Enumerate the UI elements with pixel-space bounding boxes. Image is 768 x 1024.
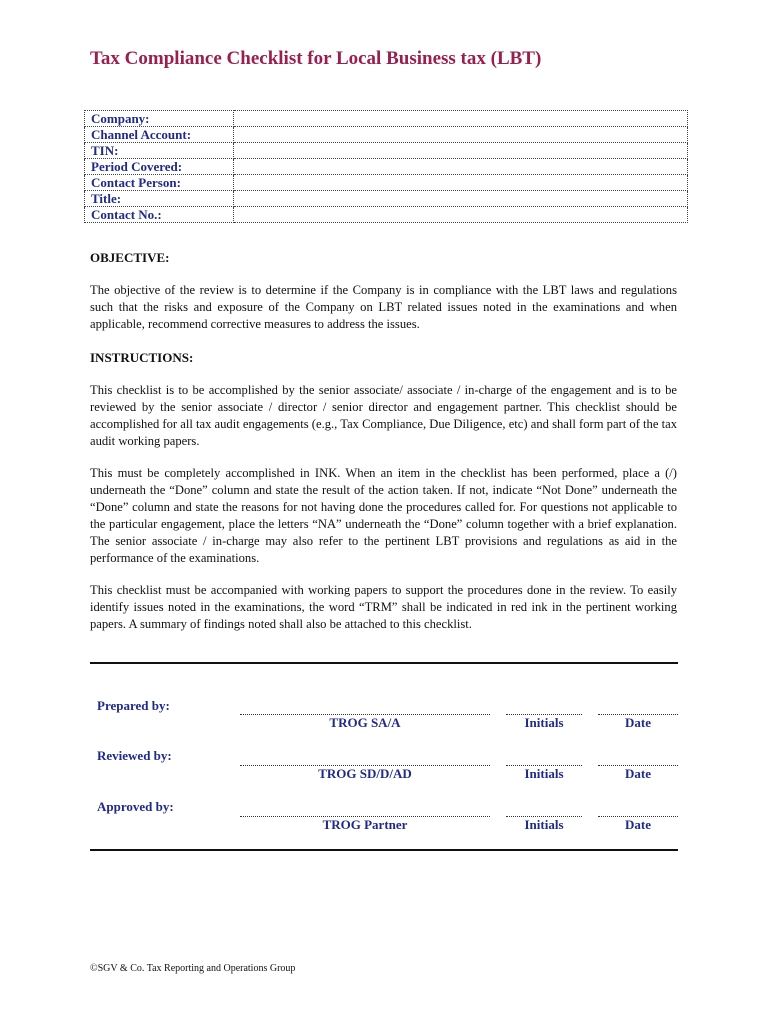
info-value[interactable] — [234, 111, 688, 127]
info-label: TIN: — [85, 143, 234, 159]
date-caption: Date — [625, 715, 651, 730]
info-value[interactable] — [234, 207, 688, 223]
date-caption: Date — [625, 817, 651, 832]
role-caption: TROG Partner — [322, 817, 408, 832]
info-label: Channel Account: — [85, 127, 234, 143]
objective-heading: OBJECTIVE: — [90, 250, 170, 265]
info-value[interactable] — [234, 159, 688, 175]
info-value[interactable] — [234, 191, 688, 207]
info-row-channel-account — [85, 127, 688, 143]
instructions-heading: INSTRUCTIONS: — [90, 350, 194, 365]
instructions-paragraph: This checklist is to be accomplished by the senior associate/ associate / in-charge of the engagement and is to be reviewed by the senior associate / director / senior director and engagement partner. This checklist should be accomplished for all tax audit engagements (e.g., Tax Compliance, Due Diligence, etc) and shall form part of the tax audit working papers. — [90, 383, 677, 448]
initials-caption: Initials — [524, 817, 564, 832]
reviewed-by-label: Reviewed by: — [97, 748, 172, 763]
instructions-paragraph: This must be completely accomplished in INK. When an item in the checklist has been performed, place a (/) underneath the “Done” column and state the result of the action taken. If not, indicate “Not Done” underneath the “Done” column and state the reasons for not having done the procedures called for. For questions not applicable to the particular engagement, place the letters “NA” underneath the “Done” column together with a brief explanation. The senior associate / in-charge may also refer to the pertinent LBT provisions and regulations as aid in the performance of the examinations. — [90, 466, 677, 565]
info-label: Company: — [85, 111, 234, 127]
signoff-top-rule — [90, 662, 678, 664]
info-row-period-covered — [85, 159, 688, 175]
info-row-contact-no — [85, 207, 688, 223]
info-row-contact-person — [85, 175, 688, 191]
info-label: Contact Person: — [85, 175, 234, 191]
signoff-bottom-rule — [90, 849, 678, 851]
instructions-paragraph: This checklist must be accompanied with working papers to support the procedures done in the review. To easily identify issues noted in the examinations, the word “TRM” shall be indicated in red ink in the pertinent working papers. A summary of findings noted shall also be attached to this checklist. — [90, 583, 677, 631]
footer-copyright: ©SGV & Co. Tax Reporting and Operations Group — [90, 963, 296, 974]
info-value[interactable] — [234, 127, 688, 143]
info-label: Contact No.: — [85, 207, 234, 223]
company-info-table — [84, 110, 688, 223]
info-row-title — [85, 191, 688, 207]
info-row-company — [85, 111, 688, 127]
info-label: Period Covered: — [85, 159, 234, 175]
role-caption: TROG SD/D/AD — [318, 766, 412, 781]
document-title: Tax Compliance Checklist for Local Business tax (LBT) — [90, 48, 542, 69]
date-caption: Date — [625, 766, 651, 781]
info-value[interactable] — [234, 143, 688, 159]
info-label: Title: — [85, 191, 234, 207]
info-row-tin — [85, 143, 688, 159]
prepared-by-label: Prepared by: — [97, 698, 170, 713]
initials-caption: Initials — [524, 715, 564, 730]
role-caption: TROG SA/A — [329, 715, 401, 730]
objective-text: The objective of the review is to determine if the Company is in compliance with the LBT laws and regulations such that the risks and exposure of the Company on LBT related issues noted in the examinations and when applicable, recommend corrective measures to address the issues. — [90, 283, 677, 331]
initials-caption: Initials — [524, 766, 564, 781]
approved-by-label: Approved by: — [97, 799, 174, 814]
info-value[interactable] — [234, 175, 688, 191]
